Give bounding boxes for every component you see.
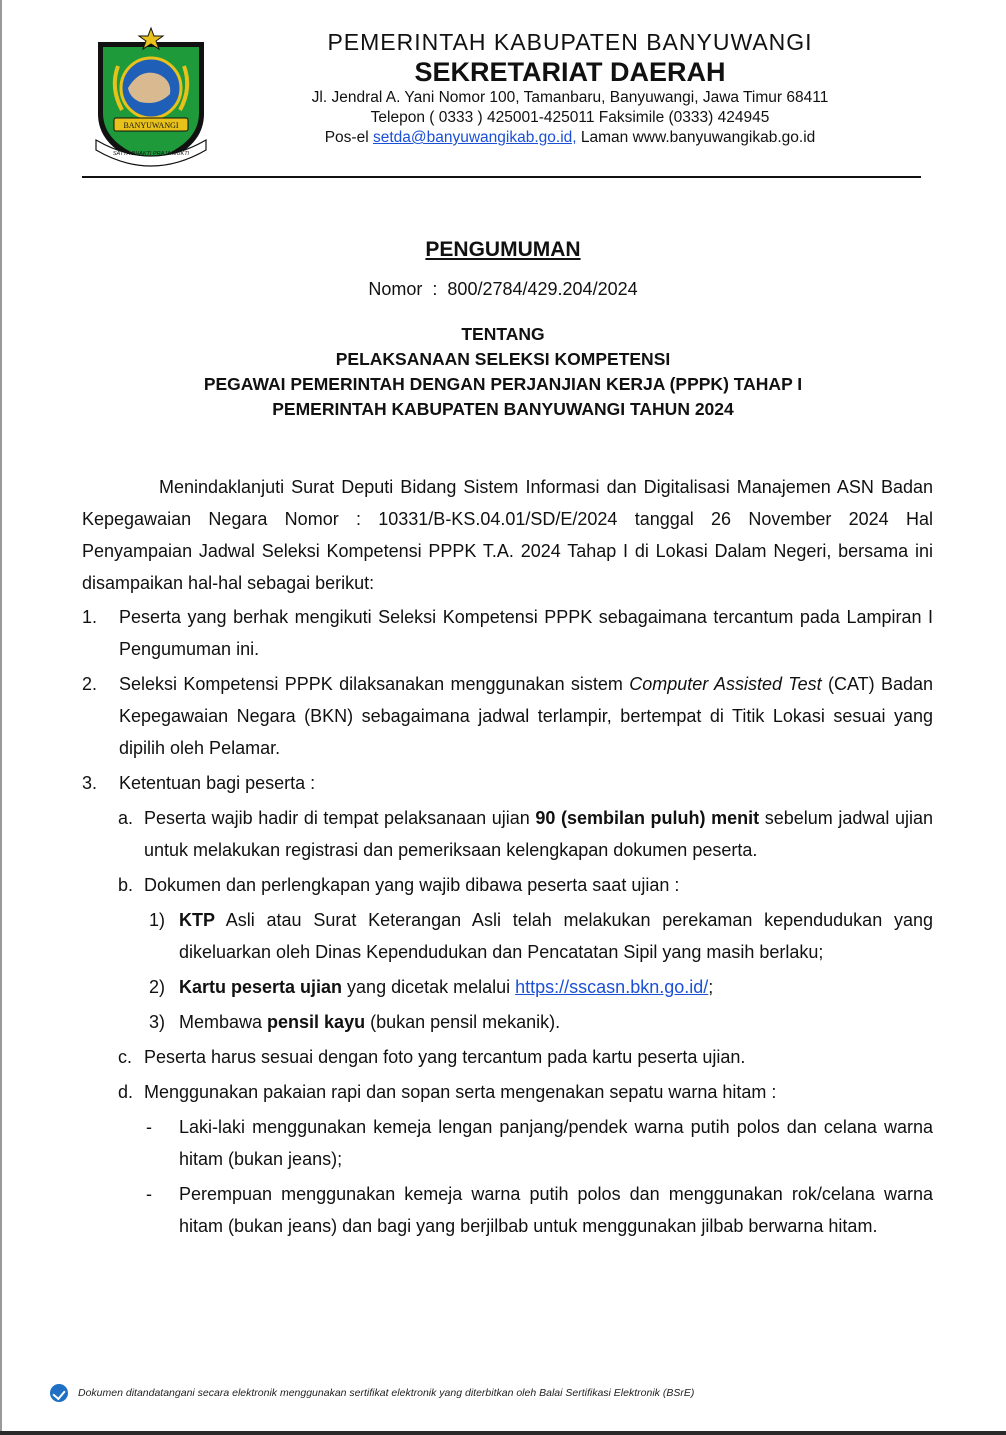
list-item [82,1076,933,1108]
list-label: 2. [82,674,98,694]
list-text: Ketentuan bagi peserta : [119,773,316,793]
list-text-bold: 90 (sembilan puluh) menit [535,808,760,828]
document-title [0,238,1006,262]
list-text: Seleksi Kompetensi PPPK dilaksanakan menggunakan sistem [119,674,630,694]
list-text-bold: KTP [179,910,215,930]
government-name: PEMERINTAH KABUPATEN BANYUWANGI [327,29,813,55]
list-item [82,1111,933,1175]
sscasn-link[interactable]: https://sscasn.bkn.go.id/ [515,977,709,997]
letterhead-divider [82,176,921,178]
list-text: Perempuan menggunakan kemeja warna putih polos dan menggunakan rok/celana warna hitam (bukan jeans) dan bagi yang berjilbab untuk menggunakan jilbab berwarna hitam. [179,1184,933,1236]
document-subject [0,322,1006,422]
list-label: 1) [149,910,166,930]
subject-about: TENTANG [461,324,545,344]
list-text: Menggunakan pakaian rapi dan sopan serta mengenakan sepatu warna hitam : [144,1082,777,1102]
document-number: Nomor : 800/2784/429.204/2024 [368,279,638,299]
secretariat-name: SEKRETARIAT DAERAH [414,57,726,87]
contact-line [250,128,890,148]
email-link[interactable]: setda@banyuwangikab.go.id, [372,129,577,146]
list-item [82,767,933,799]
bsre-signature-icon [50,1384,68,1402]
list-label: a. [118,808,134,828]
website: Laman www.banyuwangikab.go.id [580,129,816,146]
list-item [82,1041,933,1073]
logo-motto: SATYA BHAKTI PRAJA MUKTI [112,151,190,157]
document-title-text: PENGUMUMAN [425,238,581,261]
logo-ribbon-text: BANYUWANGI [123,121,179,130]
subject-line-3: PEMERINTAH KABUPATEN BANYUWANGI TAHUN 2024 [272,399,734,419]
page-edge-left [0,0,2,1435]
esign-footer [50,1384,694,1402]
list-text: Laki-laki menggunakan kemeja lengan panjang/pendek warna putih polos dan celana warna hitam (bukan jeans); [179,1117,933,1169]
list-text: Membawa [179,1012,268,1032]
list-item [82,802,933,866]
list-text: sebelum jadwal ujian untuk melakukan registrasi dan pemeriksaan kelengkapan dokumen peserta. [144,808,933,860]
list-item [82,601,933,665]
list-text: Peserta yang berhak mengikuti Seleksi Kompetensi PPPK sebagaimana tercantum pada Lampiran I Pengumuman ini. [119,607,933,659]
subject-line-1: PELAKSANAAN SELEKSI KOMPETENSI [335,349,671,369]
list-text: (CAT) Badan Kepegawaian Negara (BKN) sebagaimana jadwal terlampir, bertempat di Titik Lokasi sesuai yang dipilih oleh Pelamar. [119,674,934,758]
list-item [82,1006,933,1038]
number-label: Nomor [368,279,423,299]
page-edge-bottom [0,1431,1006,1435]
list-item [82,971,933,1003]
list-text: yang dicetak melalui [342,977,516,997]
email-prefix: Pos-el [324,129,369,146]
list-text-italic: Computer Assisted Test [629,674,822,694]
list-label: 3. [82,773,98,793]
list-text: Peserta wajib hadir di tempat pelaksanaan ujian [144,808,536,828]
document-body [82,471,933,1245]
list-text: ; [708,977,714,997]
phone: Telepon ( 0333 ) 425001-425011 Faksimile (0333) 424945 [370,109,770,126]
list-item [82,668,933,764]
list-item [82,904,933,968]
list-label: - [146,1184,152,1204]
number-value: 800/2784/429.204/2024 [447,279,638,299]
list-label: c. [118,1047,133,1067]
list-text: Asli atau Surat Keterangan Asli telah melakukan perekaman kependudukan yang dikeluarkan oleh Dinas Kependudukan dan Pencatatan Sipil yang masih berlaku; [179,910,933,962]
intro-paragraph: Menindaklanjuti Surat Deputi Bidang Sistem Informasi dan Digitalisasi Manajemen ASN Badan Kepegawaian Negara Nomor : 10331/B-KS.04.01/SD/E/2024 tanggal 26 November 2024 Hal Penyampaian Jadwal Seleksi Kompetensi PPPK T.A. 2024 Tahap I di Lokasi Dalam Negeri, bersama ini disampaikan hal-hal sebagai berikut: [82,477,933,593]
list-label: 2) [149,977,166,997]
list-item [82,869,933,901]
list-label: 3) [149,1012,166,1032]
list-text: Dokumen dan perlengkapan yang wajib dibawa peserta saat ujian : [144,875,680,895]
list-text: (bukan pensil mekanik). [365,1012,561,1032]
banyuwangi-logo [92,22,210,170]
list-item [82,1178,933,1242]
list-text-bold: Kartu peserta ujian [179,977,343,997]
subject-line-2: PEGAWAI PEMERINTAH DENGAN PERJANJIAN KERJA (PPPK) TAHAP I [203,374,803,394]
esign-footer-text: Dokumen ditandatangani secara elektronik menggunakan sertifikat elektronik yang diterbitkan oleh Balai Sertifikasi Elektronik (BSrE) [78,1387,695,1399]
letterhead [250,28,890,148]
list-label: d. [118,1082,134,1102]
list-text-bold: pensil kayu [267,1012,366,1032]
list-label: - [146,1117,152,1137]
list-label: 1. [82,607,98,627]
address: Jl. Jendral A. Yani Nomor 100, Tamanbaru, Banyuwangi, Jawa Timur 68411 [311,89,829,106]
list-label: b. [118,875,134,895]
list-text: Peserta harus sesuai dengan foto yang tercantum pada kartu peserta ujian. [144,1047,746,1067]
